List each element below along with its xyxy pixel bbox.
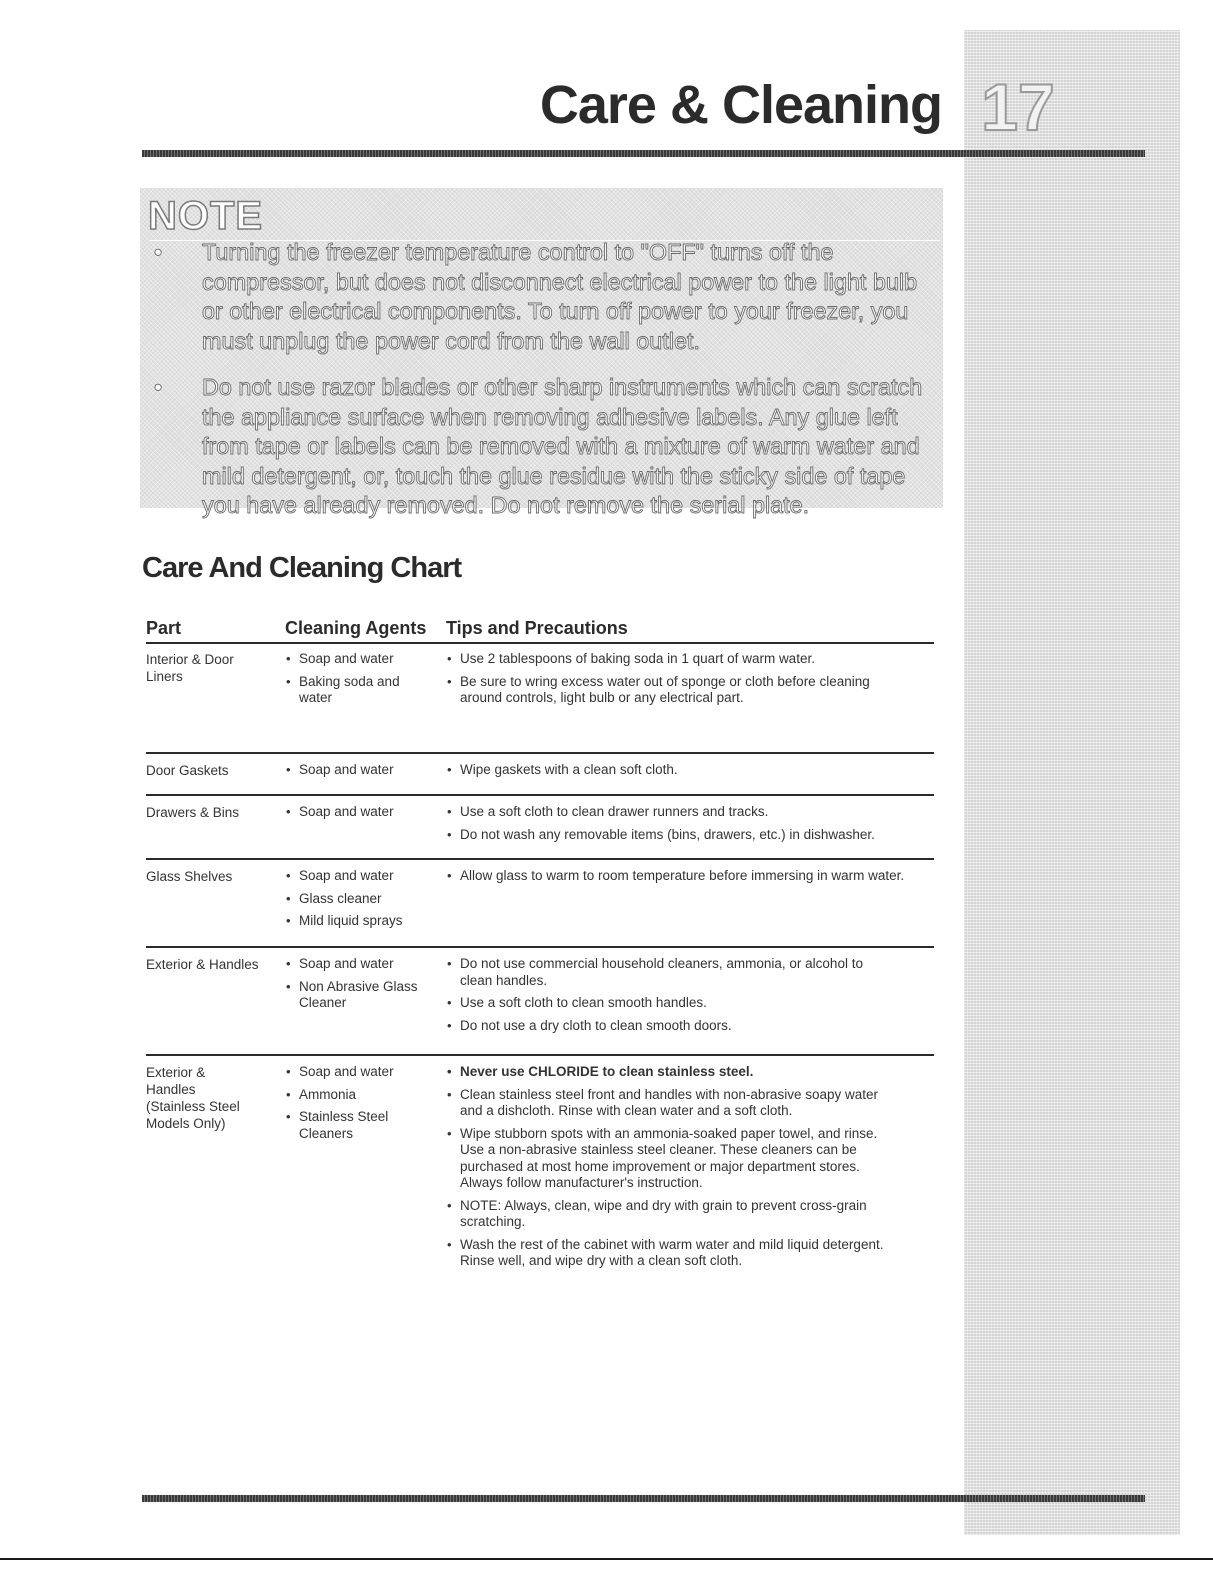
tips-list xyxy=(446,762,934,779)
bullet-icon: • xyxy=(286,1064,291,1079)
tips-list xyxy=(446,804,934,843)
agents-list xyxy=(285,868,446,930)
part-cell: Exterior & Handles xyxy=(146,957,259,972)
bullet-icon: • xyxy=(447,651,452,666)
bullet-icon: • xyxy=(447,1236,452,1252)
table-row xyxy=(146,1055,934,1283)
chart-title: Care And Cleaning Chart xyxy=(142,552,462,584)
note-heading: NOTE xyxy=(148,194,264,238)
note-text: Turning the freezer temperature control to "OFF" turns off the compressor, but does not disconnect electrical power to the light bulb or other electrical components. To turn off power to your freezer, you must unplug the power cord from the wall outlet. xyxy=(202,239,918,354)
agents-list xyxy=(285,804,446,821)
bullet-icon: • xyxy=(286,913,291,928)
tip-item: • Use 2 tablespoons of baking soda in 1 quart of warm water. xyxy=(447,651,815,666)
tips-list xyxy=(446,1064,934,1270)
bullet-icon: • xyxy=(286,978,291,994)
page-number: 17 xyxy=(981,70,1055,144)
agent-item: • Ammonia xyxy=(286,1086,357,1102)
agent-item: • Soap and water xyxy=(286,868,394,883)
tip-item: • NOTE: Always, clean, wipe and dry with grain to prevent cross-grain scratching. xyxy=(447,1197,867,1229)
note-item xyxy=(154,373,934,521)
tips-list xyxy=(446,868,934,885)
bullet-icon: • xyxy=(447,995,452,1010)
part-cell: Drawers & Bins xyxy=(146,805,240,820)
bullet-icon: • xyxy=(154,374,163,400)
agent-item: • Soap and water xyxy=(286,1064,394,1079)
table-row xyxy=(146,643,934,753)
tip-item: • Allow glass to warm to room temperature before immersing in warm water. xyxy=(447,868,905,883)
note-text: Do not use razor blades or other sharp instruments which can scratch the appliance surface when removing adhesive labels. Any glue left from tape or labels can be removed with a mixture of warm water and mild detergent, or, touch the glue residue with the sticky side of tape you have already removed. Do not remove the serial plate. xyxy=(202,374,923,518)
tip-item: • Wash the rest of the cabinet with warm water and mild liquid detergent. Rinse well, and wipe dry with a clean soft cloth. xyxy=(447,1236,884,1268)
agents-list xyxy=(285,651,446,707)
column-header-tips: Tips and Precautions xyxy=(446,616,934,643)
tip-item: • Use a soft cloth to clean drawer runners and tracks. xyxy=(447,804,769,819)
agents-list xyxy=(285,956,446,1012)
part-cell: Door Gaskets xyxy=(146,763,229,778)
note-list xyxy=(154,238,934,538)
care-cleaning-table xyxy=(146,616,934,1283)
tip-item: • Wipe gaskets with a clean soft cloth. xyxy=(447,762,678,777)
tips-list xyxy=(446,651,934,707)
agent-item: • Soap and water xyxy=(286,804,394,819)
tip-item: • Clean stainless steel front and handles with non-abrasive soapy water and a dishcloth. Rinse with clean water and a soft cloth. xyxy=(447,1086,878,1118)
tip-item: • Do not use a dry cloth to clean smooth doors. xyxy=(447,1017,732,1033)
agent-item: • Stainless Steel Cleaners xyxy=(286,1109,389,1141)
table-row xyxy=(146,859,934,947)
agent-item: • Soap and water xyxy=(286,651,394,666)
table-row xyxy=(146,947,934,1055)
agents-list xyxy=(285,762,446,779)
bullet-icon: • xyxy=(154,239,163,265)
bullet-icon: • xyxy=(447,1017,452,1033)
bullet-icon: • xyxy=(447,1125,452,1141)
bullet-icon: • xyxy=(447,956,452,971)
table-row xyxy=(146,795,934,859)
agents-list xyxy=(285,1064,446,1142)
agent-item: • Soap and water xyxy=(286,762,394,777)
side-tab-band xyxy=(964,30,1180,1535)
bullet-icon: • xyxy=(447,762,452,777)
tip-item: • Wipe stubborn spots with an ammonia-soaked paper towel, and rinse. Use a non-abrasive stainless steel cleaner. These cleaners can be purchased at most home improvement or major department stores. Always follow manufacturer's instruction. xyxy=(447,1125,878,1190)
bullet-icon: • xyxy=(447,826,452,842)
bullet-icon: • xyxy=(447,673,452,689)
bullet-icon: • xyxy=(447,868,452,883)
agent-item: • Glass cleaner xyxy=(286,890,382,906)
bullet-icon: • xyxy=(286,673,291,689)
part-cell: Glass Shelves xyxy=(146,869,233,884)
bullet-icon: • xyxy=(286,651,291,666)
footer-rule xyxy=(142,1495,1145,1502)
column-header-part: Part xyxy=(146,616,285,643)
agent-item: • Baking soda and water xyxy=(286,673,400,705)
bullet-icon: • xyxy=(447,804,452,819)
tip-item: • Use a soft cloth to clean smooth handles. xyxy=(447,995,707,1010)
part-cell: Interior & Door Liners xyxy=(146,652,234,684)
table-row xyxy=(146,753,934,795)
bullet-icon: • xyxy=(286,868,291,883)
bullet-icon: • xyxy=(286,1109,291,1124)
tip-item: • Do not wash any removable items (bins, drawers, etc.) in dishwasher. xyxy=(447,826,875,842)
tip-item: • Do not use commercial household cleaners, ammonia, or alcohol to clean handles. xyxy=(447,956,863,988)
agent-item: • Soap and water xyxy=(286,956,394,971)
bullet-icon: • xyxy=(447,1086,452,1102)
tip-item: • Be sure to wring excess water out of sponge or cloth before cleaning around controls, light bulb or any electrical part. xyxy=(447,673,870,705)
header-rule xyxy=(142,150,1145,157)
bullet-icon: • xyxy=(286,762,291,777)
agent-item: • Mild liquid sprays xyxy=(286,913,403,928)
note-item xyxy=(154,238,934,356)
bullet-icon: • xyxy=(286,890,291,906)
tip-item: • Never use CHLORIDE to clean stainless steel. xyxy=(447,1064,754,1079)
table-header-row xyxy=(146,616,934,643)
part-cell: Exterior & Handles (Stainless Steel Models Only) xyxy=(146,1065,240,1131)
bullet-icon: • xyxy=(286,804,291,819)
agent-item: • Non Abrasive Glass Cleaner xyxy=(286,978,418,1010)
tips-list xyxy=(446,956,934,1034)
bullet-icon: • xyxy=(286,956,291,971)
note-box xyxy=(140,188,943,518)
page-edge-line xyxy=(0,1558,1213,1560)
bullet-icon: • xyxy=(286,1086,291,1102)
bullet-icon: • xyxy=(447,1064,452,1079)
column-header-agents: Cleaning Agents xyxy=(285,616,446,643)
section-title: Care & Cleaning xyxy=(539,75,942,135)
bullet-icon: • xyxy=(447,1197,452,1213)
